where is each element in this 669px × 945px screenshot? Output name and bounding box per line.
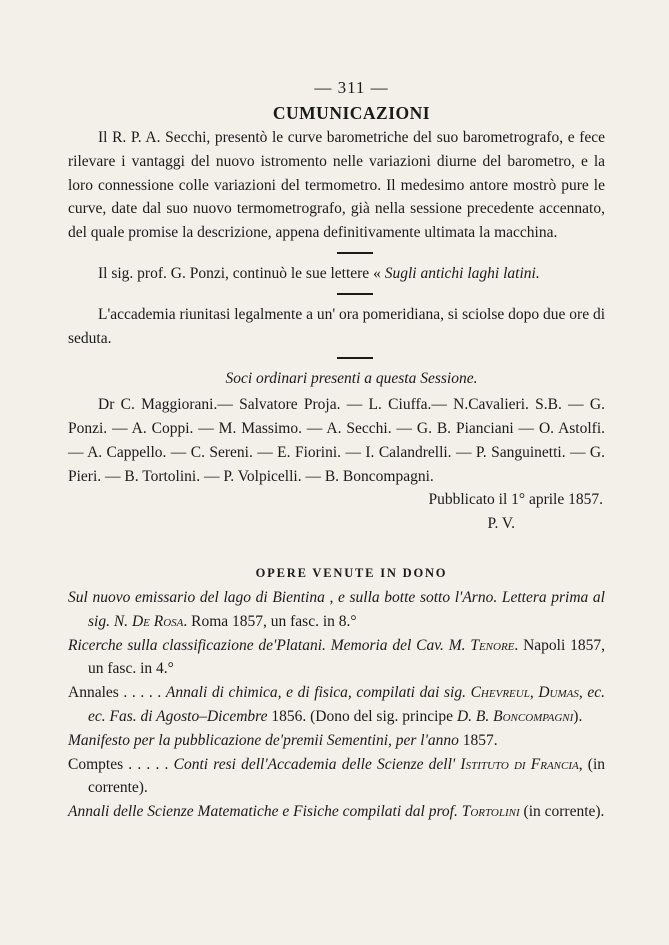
entry-donor: D. B. <box>456 707 494 725</box>
paragraph-secchi: Il R. P. A. Secchi, presentò le curve barometriche del suo barometrografo, e fece rilevare i vantaggi del nuovo istromento nelle variazioni diurne del barometro, e la loro connessione colle variazioni del termometro. Il medesimo antore mostrò pure le curve, date dal suo nuovo termometrografo, già nella sessione precedente accennato, del quale promise la descrizione, appena definitivamente ultimata la macchina. <box>68 129 605 242</box>
list-item <box>68 634 605 682</box>
soci-heading: Soci ordinari presenti a questa Sessione. <box>225 370 478 388</box>
pv-signature: P. V. <box>487 515 515 533</box>
entry-author: Tortolini <box>461 803 520 821</box>
entry-donor-name: Boncompagni <box>493 707 574 725</box>
entry-title: Conti resi dell'Accademia delle Scienze dell' <box>173 755 461 773</box>
entry-details: . Napoli 1857, un fasc. in 4.° <box>88 636 606 678</box>
entry-title: Annali di chimica, e di fisica, compilati dai sig. <box>165 684 471 702</box>
entry-details: 1856. (Dono del sig. principe <box>271 707 457 725</box>
entry-separator: , <box>529 684 539 702</box>
ponzi-text: Il sig. prof. G. Ponzi, continuò le sue lettere « <box>98 264 385 282</box>
entry-author: De Rosa <box>131 612 184 630</box>
entry-title-cont: , ec. ec. Fas. di Agosto–Dicembre <box>88 684 605 725</box>
entry-details: (in corrente). <box>519 803 605 821</box>
opere-heading: OPERE VENUTE IN DONO <box>255 565 448 580</box>
entry-lead: Annales . . . . . <box>68 684 166 702</box>
entry-details: , (in corrente). <box>88 755 606 797</box>
entry-institute: Istituto di Francia <box>460 755 579 773</box>
separator-rule <box>337 252 373 254</box>
separator-rule <box>337 357 373 359</box>
entry-author: Dumas <box>538 684 579 702</box>
publication-date: Pubblicato il 1° aprile 1857. <box>428 491 603 509</box>
entry-title: Ricerche sulla classificazione de'Platani. Memoria del Cav. M. <box>68 636 471 654</box>
ponzi-title: Sugli antichi laghi latini. <box>384 264 540 282</box>
entry-close: ). <box>573 707 583 725</box>
page-number: — 311 — <box>314 78 389 97</box>
entry-author: Tenore <box>470 636 515 654</box>
list-item <box>68 586 605 634</box>
list-item <box>68 729 605 753</box>
entry-details: . Roma 1857, un fasc. in 8.° <box>183 612 357 630</box>
list-item <box>68 681 605 729</box>
paragraph-adjournment: L'accademia riunitasi legalmente a un' ora pomeridiana, si sciolse dopo due ore di seduta. <box>68 305 606 347</box>
members-list: Dr C. Maggiorani.— Salvatore Proja. — L. Ciuffa.— N.Cavalieri. S.B. — G. Ponzi. — A. Coppi. — M. Massimo. — A. Secchi. — G. B. Pianciani — O. Astolfi. — A. Cappello. — C. Sereni. — E. Fiorini. — I. Calandrelli. — P. Sanguinetti. — G. Pieri. — B. Tortolini. — P. Volpicelli. — B. Boncompagni. <box>68 396 605 485</box>
entry-details: 1857. <box>462 731 498 749</box>
list-item <box>68 753 605 801</box>
entry-author: Chevreul <box>470 684 530 702</box>
entry-title: Sul nuovo emissario del lago di Bientina , e sulla botte sotto l'Arno. Lettera prima al sig. N. <box>68 588 605 630</box>
entry-title: Annali delle Scienze Matematiche e Fisiche compilati dal prof. <box>68 803 462 821</box>
entry-title: Manifesto per la pubblicazione de'premii Sementini, per l'anno <box>68 731 463 749</box>
section-title: CUMUNICAZIONI <box>272 103 431 123</box>
separator-rule <box>337 293 373 295</box>
paragraph-ponzi <box>68 262 605 286</box>
entry-lead: Comptes . . . . . <box>68 755 174 773</box>
list-item <box>68 800 605 824</box>
